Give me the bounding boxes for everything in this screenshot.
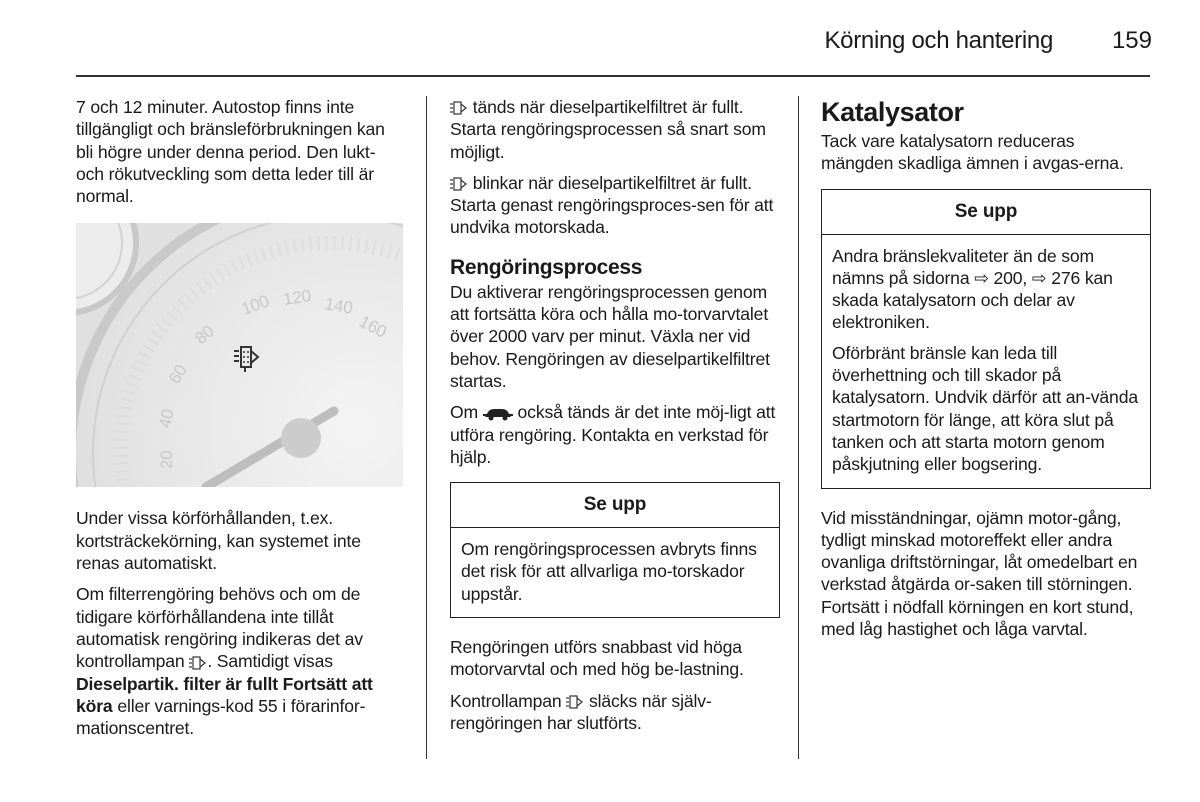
caution-title: Se upp xyxy=(451,483,779,528)
chapter-title: Körning och hantering xyxy=(824,27,1053,54)
column-3 xyxy=(821,96,1151,649)
caution-title: Se upp xyxy=(822,190,1150,235)
paragraph xyxy=(450,690,780,735)
column-1 xyxy=(76,96,406,748)
gauge-label: 40 xyxy=(155,408,178,431)
paragraph: Tack vare katalysatorn reduceras mängden skadliga ämnen i avgas-erna. xyxy=(821,131,1124,174)
diesel-particle-filter-icon xyxy=(566,694,584,710)
caution-body xyxy=(451,528,779,617)
page-number: 159 xyxy=(1111,27,1152,54)
gauge-label: 20 xyxy=(157,450,176,470)
paragraph: Vid misständningar, ojämn motor-gång, tydligt minskad motoreffekt eller andra ovanliga driftstörningar, låt omedelbart en verkstad åtgärda or-saken till störningen. Fortsätt i nödfall körningen en kort stund, med låg hastighet och låga varvtal. xyxy=(821,507,1138,640)
gauge-label: 160 xyxy=(356,312,390,343)
section-heading: Katalysator xyxy=(821,97,964,127)
section-heading: Rengöringsprocess xyxy=(450,255,643,279)
text-run: tänds när dieselpartikelfiltret är fullt. Starta rengöringsprocessen så snart som möjligt. xyxy=(450,97,766,162)
text-run: Om filterrengöring behövs och om de tidigare körförhållandena inte tillåt automatisk rengöring indikeras det av kontrollampan xyxy=(76,584,363,672)
column-divider xyxy=(798,96,799,759)
gauge-label: 120 xyxy=(281,286,313,310)
gauge-label: 80 xyxy=(191,322,218,349)
header-rule xyxy=(76,75,1150,77)
paragraph xyxy=(450,401,780,468)
paragraph: Du aktiverar rengöringsprocessen genom att fortsätta köra och hålla mo-torvarvtalet över 2000 varv per minut. Växla ner vid behov. Rengöringen av dieselpartikelfiltret startas. xyxy=(450,281,770,391)
diesel-particle-filter-icon xyxy=(450,176,468,192)
text-run: eller varnings-kod 55 i förarinfor-mationscentret. xyxy=(76,695,366,739)
diesel-particle-filter-icon xyxy=(450,100,468,116)
text-run: blinkar när dieselpartikelfiltret är fullt. Starta genast rengöringsproces-sen för att undvika motorskada. xyxy=(450,172,774,238)
caution-text: Oförbränt bränsle kan leda till överhettning och till skador på katalysatorn. Undvik därför att an-vända startmotorn för länge, att köra slut på tanken och att starta motorn genom påskjutning eller bogsering. xyxy=(832,342,1138,475)
text-run: Kontrollampan xyxy=(450,690,562,711)
gauge-label: 140 xyxy=(323,294,355,319)
page-header xyxy=(0,0,1200,80)
paragraph xyxy=(76,583,406,739)
text-run: Om xyxy=(450,402,479,423)
paragraph xyxy=(450,96,780,163)
paragraph: Under vissa körförhållanden, t.ex. kortsträckekörning, kan systemet inte renas automatiskt. xyxy=(76,508,361,574)
paragraph xyxy=(450,172,780,239)
gauge-label: 60 xyxy=(165,361,191,388)
text-run: släcks när själv-rengöringen har slutförts. xyxy=(450,690,712,733)
diesel-particle-filter-icon xyxy=(189,655,207,671)
column-divider xyxy=(426,96,427,759)
service-vehicle-icon xyxy=(483,407,513,421)
text-run: . Samtidigt visas xyxy=(207,651,333,672)
instrument-cluster-image xyxy=(76,223,403,487)
paragraph: 7 och 12 minuter. Autostop finns inte tillgängligt och bränsleförbrukningen kan bli högre under denna period. Den lukt- och rökutveckling som detta leder till är normal. xyxy=(76,97,385,207)
caution-body xyxy=(822,235,1150,488)
text-run: också tänds är det inte möj-ligt att utföra rengöring. Kontakta en verkstad för hjälp. xyxy=(450,402,776,467)
display-message: Dieselpartik. filter är fullt Fortsätt att köra xyxy=(76,673,373,716)
caution-box xyxy=(821,189,1151,489)
column-2 xyxy=(450,96,780,743)
caution-text: Andra bränslekvaliteter än de som nämns på sidorna ⇨ 200, ⇨ 276 kan skada katalysatorn och delar av elektroniken. xyxy=(832,245,1113,333)
caution-text: Om rengöringsprocessen avbryts finns det risk för att allvarliga mo-torskador uppstår. xyxy=(461,539,757,604)
gauge-label: 100 xyxy=(238,291,272,320)
paragraph: Rengöringen utförs snabbast vid höga motorvarvtal och med hög be-lastning. xyxy=(450,637,744,680)
caution-box xyxy=(450,482,780,618)
